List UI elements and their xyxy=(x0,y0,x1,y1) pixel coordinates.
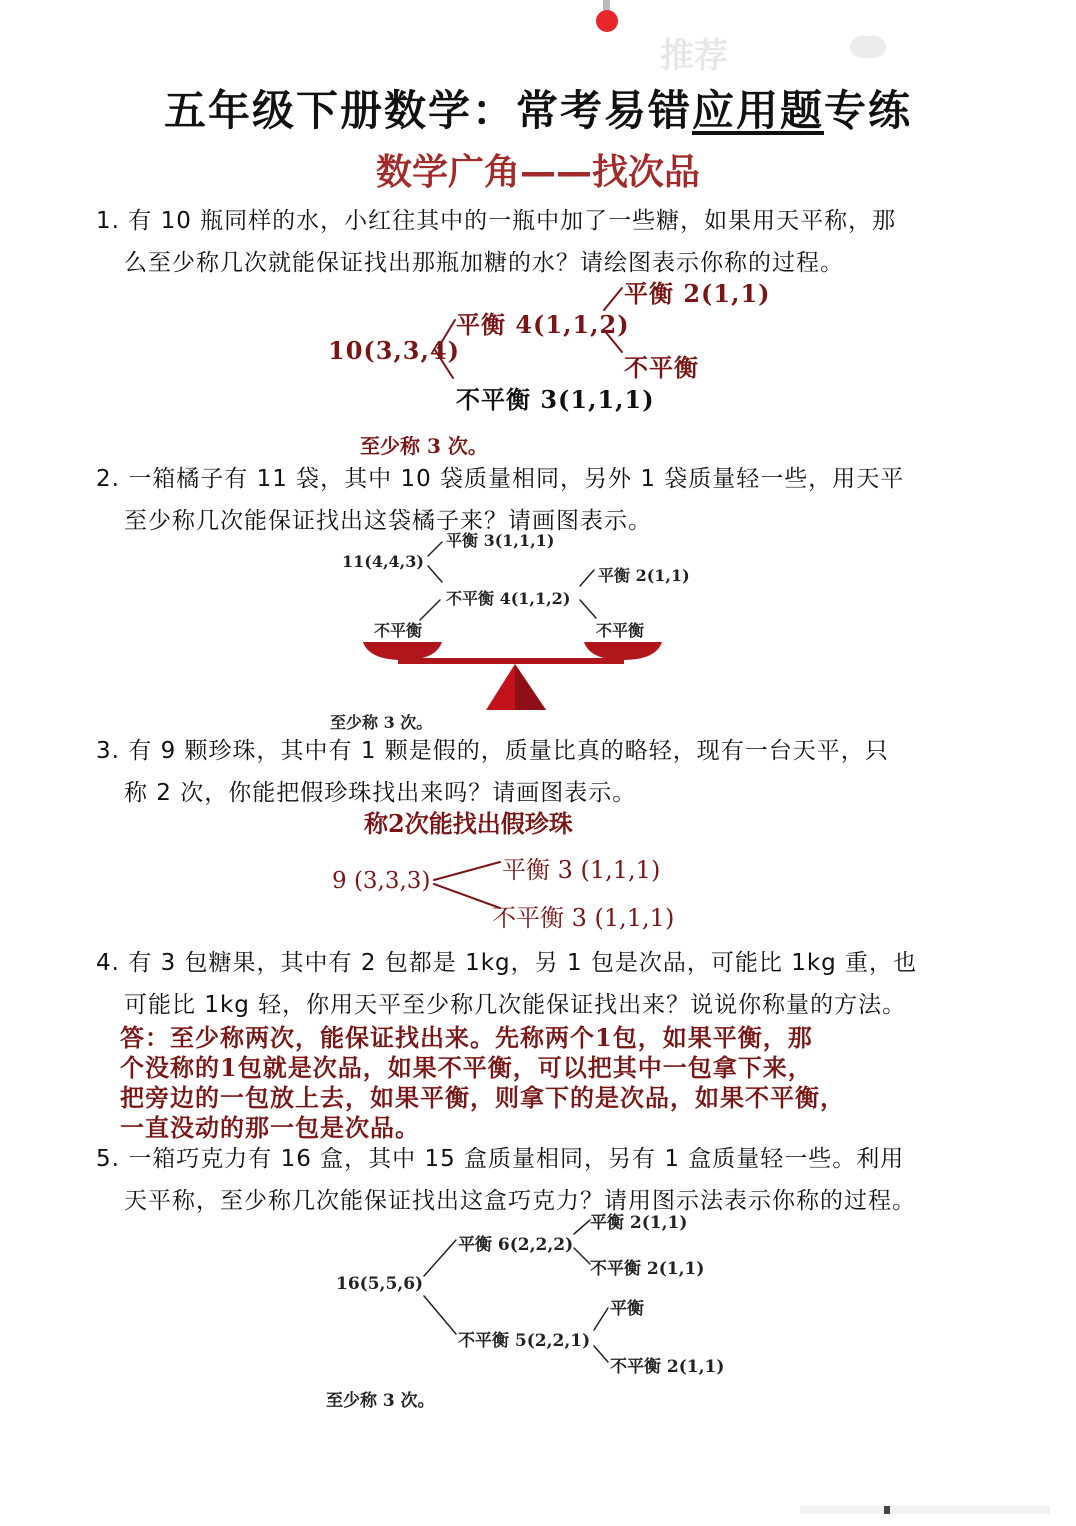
page-subtitle: 数学广角——找次品 xyxy=(375,152,700,193)
q5-b1-balance: 平衡 2(1,1) xyxy=(590,1213,688,1233)
q1-root: 10(3,3,4) xyxy=(328,336,460,365)
q3-heading: 称2次能找出假珍珠 xyxy=(364,809,573,838)
watermark: 推荐 xyxy=(660,36,728,76)
q1-answer: 至少称 3 次。 xyxy=(360,434,488,458)
q5-branch-balance: 平衡 6(2,2,2) xyxy=(458,1235,574,1255)
q5-answer: 至少称 3 次。 xyxy=(326,1391,435,1411)
q5-root: 16(5,5,6) xyxy=(336,1274,424,1294)
q4-answer-line3: 把旁边的一包放上去，如果平衡，则拿下的是次品，如果不平衡， xyxy=(120,1083,845,1112)
q5-b2-balance: 平衡 xyxy=(610,1299,644,1319)
scroll-indicator xyxy=(800,1506,1050,1514)
q2-pan-left: 不平衡 xyxy=(374,621,423,640)
q1-line2: 么至少称几次就能保证找出那瓶加糖的水？请绘图表示你称的过程。 xyxy=(124,250,844,276)
q3-line1: 3. 有 9 颗珍珠，其中有 1 颗是假的，质量比真的略轻，现有一台天平，只 xyxy=(96,738,889,764)
q2-sub-balance: 平衡 2(1,1) xyxy=(598,566,690,585)
q5-b2-unbalance: 不平衡 2(1,1) xyxy=(610,1357,725,1377)
q1-branch-unbalance: 不平衡 3(1,1,1) xyxy=(456,385,655,414)
q4-answer-line1: 答：至少称两次，能保证找出来。先称两个1包，如果平衡，那 xyxy=(120,1023,813,1052)
q3-line2: 称 2 次，你能把假珍珠找出来吗？请画图表示。 xyxy=(124,780,637,806)
q2-answer: 至少称 3 次。 xyxy=(330,713,433,732)
q2-line1: 2. 一箱橘子有 11 袋，其中 10 袋质量相同，另外 1 袋质量轻一些，用天平 xyxy=(96,466,905,492)
q4-line1: 4. 有 3 包糖果，其中有 2 包都是 1kg，另 1 包是次品，可能比 1kg 重，也 xyxy=(96,950,918,976)
page-title: 五年级下册数学：常考易错应用题专练 xyxy=(163,86,913,135)
q2-branch-balance: 平衡 3(1,1,1) xyxy=(446,531,555,550)
q3-branch-unbalance: 不平衡 3 (1,1,1) xyxy=(492,904,675,932)
q1-line1: 1. 有 10 瓶同样的水，小红往其中的一瓶中加了一些糖，如果用天平称，那 xyxy=(96,208,897,234)
q4-answer-line4: 一直没动的那一包是次品。 xyxy=(120,1113,420,1142)
q4-line2: 可能比 1kg 轻，你用天平至少称几次能保证找出来？说说你称量的方法。 xyxy=(124,992,907,1018)
q5-branch-unbalance: 不平衡 5(2,2,1) xyxy=(458,1331,591,1351)
q2-root: 11(4,4,3) xyxy=(342,552,424,571)
q2-branch-unbalance: 不平衡 4(1,1,2) xyxy=(446,589,571,608)
q5-line1: 5. 一箱巧克力有 16 盒，其中 15 盒质量相同，另有 1 盒质量轻一些。利用 xyxy=(96,1146,905,1172)
q2-pan-right: 不平衡 xyxy=(596,621,645,640)
q1-sub-balance: 平衡 2(1,1) xyxy=(624,279,771,308)
q3-root: 9 (3,3,3) xyxy=(332,868,431,894)
q1-sub-unbalance: 不平衡 xyxy=(624,353,699,382)
q5-line2: 天平称，至少称几次能保证找出这盒巧克力？请用图示法表示你称的过程。 xyxy=(124,1188,916,1214)
q4-answer-line2: 个没称的1包就是次品，如果不平衡，可以把其中一包拿下来， xyxy=(120,1053,813,1082)
q5-b1-unbalance: 不平衡 2(1,1) xyxy=(590,1259,705,1279)
q2-line2: 至少称几次能保证找出这袋橘子来？请画图表示。 xyxy=(124,508,652,534)
q1-branch-balance: 平衡 4(1,1,2) xyxy=(456,310,630,339)
q3-branch-balance: 平衡 3 (1,1,1) xyxy=(502,856,661,884)
